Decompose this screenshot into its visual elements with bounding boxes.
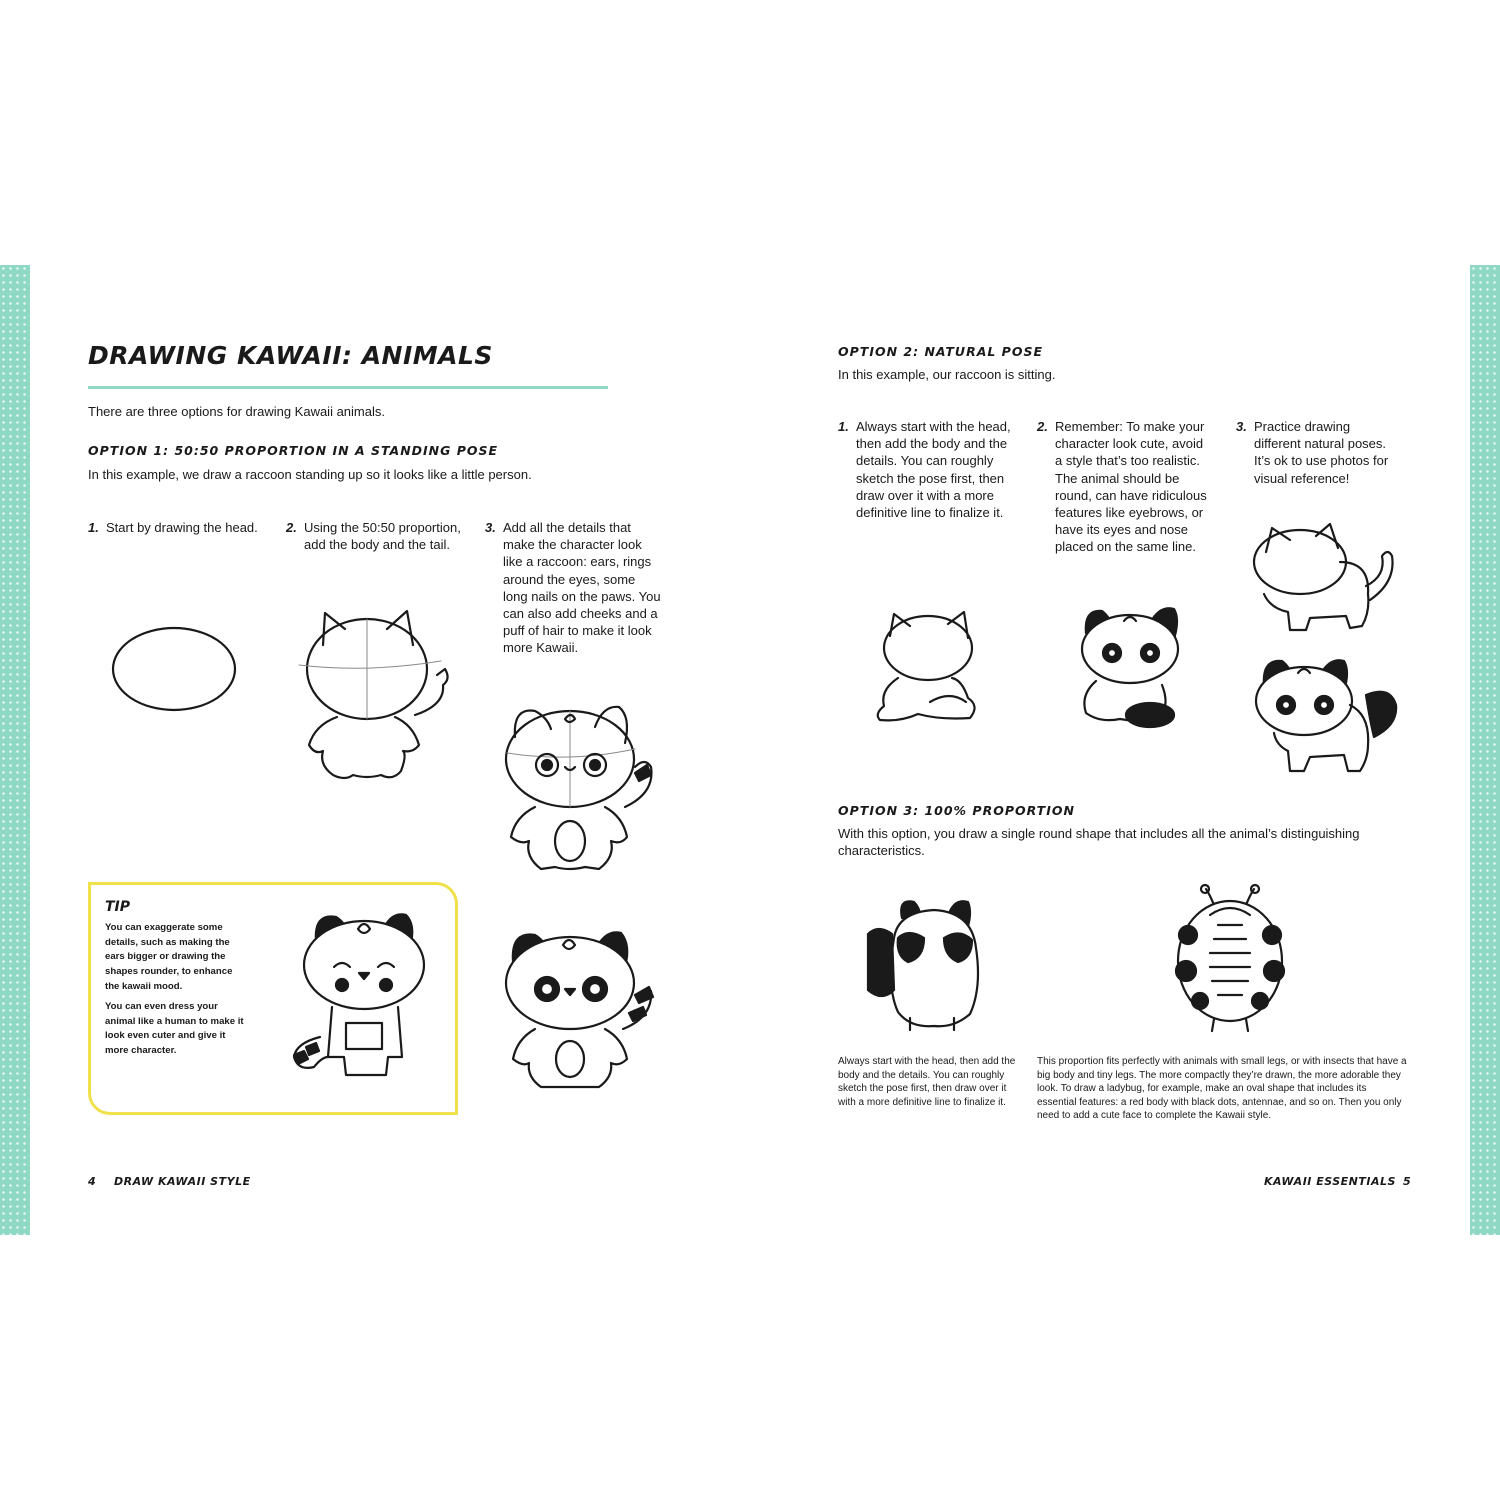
option2-step-1 [838, 418, 1023, 521]
step-text: Start by drawing the head. [106, 520, 258, 535]
step-text: Practice drawing different natural poses. It’s ok to use photos for visual reference! [1254, 419, 1389, 486]
raccoon-sitting-icon [1070, 605, 1190, 735]
option3-caption-raccoon: Always start with the head, then add the body and the details. You can roughly sketch the pose first, then draw over it with a more definitive line to finalize it. [838, 1056, 1016, 1108]
left-running-head: DRAW KAWAII STYLE [114, 1175, 251, 1188]
option3-desc: With this option, you draw a single round shape that includes all the animal’s distinguishing characteristics. [838, 826, 1360, 858]
page-title: DRAWING KAWAII: ANIMALS [88, 341, 493, 370]
raccoon-overalls-icon [286, 907, 446, 1092]
title-underline [88, 386, 608, 389]
right-page-number: 5 [1403, 1175, 1412, 1188]
option2-desc: In this example, our raccoon is sitting. [838, 367, 1056, 382]
option2-step-3 [1236, 418, 1406, 488]
step-text: Using the 50:50 proportion, add the body and the tail. [304, 520, 461, 553]
option3-heading: OPTION 3: 100% PROPORTION [838, 803, 1075, 818]
raccoon-final-icon [495, 925, 665, 1095]
raccoon-sitting-sketch-icon [870, 610, 990, 730]
tip-title: TIP [105, 899, 131, 915]
option1-step-2 [286, 519, 471, 559]
option2-heading: OPTION 2: NATURAL POSE [838, 344, 1044, 359]
right-running-head: KAWAII ESSENTIALS [1264, 1175, 1396, 1188]
step-text: Always start with the head, then add the body and the details. You can roughly sketch the pose first, then draw over it with a more definitive line to finalize it. [856, 419, 1011, 521]
option1-step-3 [485, 519, 665, 659]
option1-heading: OPTION 1: 50:50 PROPORTION IN A STANDING POSE [88, 443, 499, 458]
step-number: 2. [286, 520, 297, 535]
right-page-edge [1470, 265, 1500, 1235]
tip-text-1: You can exaggerate some details, such as making the ears bigger or drawing the shapes rounder, to enhance the kawaii mood. [105, 922, 233, 992]
step-number: 2. [1037, 419, 1048, 434]
step-number: 3. [485, 520, 496, 535]
step-text: Remember: To make your character look cute, avoid a style that’s too realistic. The animal should be round, can have ridiculous features like eyebrows, or have its eyes and nose placed on the same line. [1055, 419, 1207, 555]
tip-box [88, 882, 458, 1115]
raccoon-body-sketch-icon [295, 605, 455, 785]
step-text: Add all the details that make the character look like a raccoon: ears, rings around the eyes, some long nails on the paws. You can also add cheeks and a puff of hair to make it look more Kawaii. [503, 520, 661, 656]
cat-walking-sketch-icon [1250, 522, 1400, 637]
step-number: 1. [88, 520, 99, 535]
intro-text: There are three options for drawing Kawaii animals. [88, 404, 385, 419]
left-page-edge [0, 265, 30, 1235]
ladybug-round-icon [1170, 885, 1290, 1035]
raccoon-walking-icon [1250, 655, 1400, 780]
raccoon-head-sketch-icon [110, 625, 240, 715]
step-number: 3. [1236, 419, 1247, 434]
book-spread [0, 265, 1500, 1235]
step-number: 1. [838, 419, 849, 434]
left-page-number: 4 [88, 1175, 97, 1188]
raccoon-round-icon [858, 898, 993, 1033]
option2-step-2 [1037, 418, 1222, 558]
raccoon-detailed-icon [495, 697, 665, 877]
tip-text-2: You can even dress your animal like a human to make it look even cuter and give it more character. [105, 1001, 244, 1057]
option1-desc: In this example, we draw a raccoon standing up so it looks like a little person. [88, 467, 532, 482]
option3-caption-ladybug: This proportion fits perfectly with animals with small legs, or with insects that have a big body and tiny legs. The more compactly they’re drawn, the more adorable they look. To draw a ladybug, for example, make an oval shape that includes its essential features: a red body with black dots, antennae, and so on. Then you only need to add a cute face to complete the Kawaii style. [1037, 1056, 1407, 1121]
option1-step-1 [88, 519, 273, 539]
